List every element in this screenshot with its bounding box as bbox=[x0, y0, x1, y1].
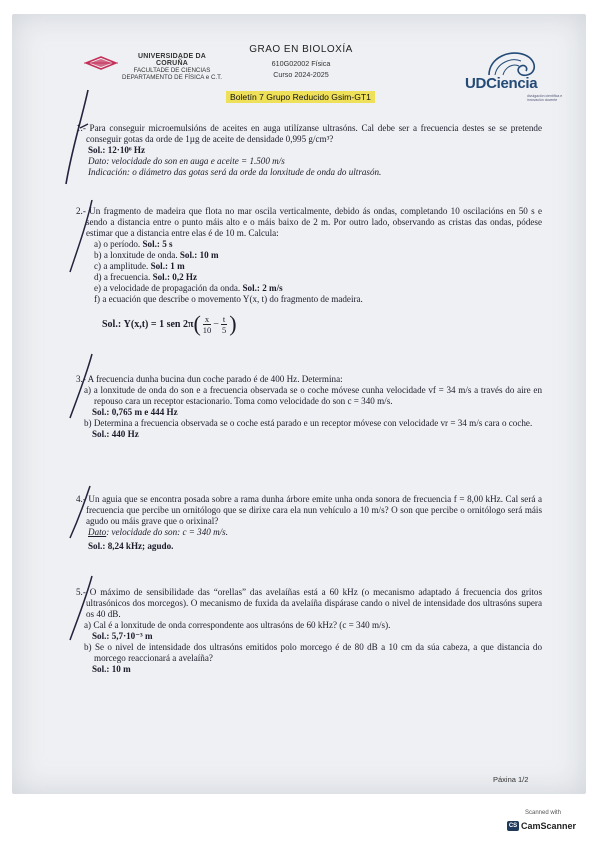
university-name: UNIVERSIDADE DA CORUÑA bbox=[138, 53, 206, 67]
question-2-item-text: a) o período. bbox=[94, 239, 141, 249]
question-2-item-text: d) a frecuencia. bbox=[94, 272, 151, 282]
question-5-part-b-solution: Sol.: 10 m bbox=[92, 664, 131, 674]
question-4-data-label: Dato bbox=[88, 527, 107, 537]
formula-sol-label: Sol.: bbox=[102, 318, 122, 330]
formula-frac1-den: 10 bbox=[202, 324, 212, 335]
faculty-name: FACULTADE DE CIENCIAS bbox=[133, 67, 211, 74]
question-2-item-solution: Sol.: 2 m/s bbox=[242, 283, 283, 293]
camscanner-brand: CamScanner bbox=[521, 821, 577, 831]
question-4-solution: Sol.: 8,24 kHz; agudo. bbox=[88, 541, 174, 551]
question-5 bbox=[74, 587, 542, 675]
question-2 bbox=[74, 206, 542, 335]
question-2-text: 2.- Un fragmento de madeira que flota no mar oscila verticalmente, debido ás ondas, completando 10 oscilacións en 50 s e sendo a distancia entre o punto máis alto e o máis baixo de 2 m. Por outro lado, observando as cristas das ondas, pódese estimar que a distancia entre elas é de 10 m. Calcula: bbox=[76, 206, 542, 238]
question-2-item-text: c) a amplitude. bbox=[94, 261, 149, 271]
question-2-item bbox=[74, 250, 542, 261]
question-3-part-a-solution: Sol.: 0,765 m e 444 Hz bbox=[92, 407, 178, 417]
nautilus-icon bbox=[481, 47, 541, 77]
question-3-part-a: a) a lonxitude de onda do son e a frecuencia observada se o coche móvese cunha velocidade vf = 34 m/s a través do aire en repouso cara un receptor estacionario. Toma como velocidade do son c = 340 m/s. bbox=[84, 385, 542, 406]
question-4-text: 4.- Un aguia que se encontra posada sobre a rama dunha árbore emite unha onda sonora de frecuencia f = 8,00 kHz. Cal será a frecuencia que percibe un ornitólogo que se dirixe cara ela nun vehículo a 10 m/s? O son que percibe o ornitólogo será máis agudo ou máis grave que o orixinal? bbox=[76, 494, 542, 526]
question-2-item-solution: Sol.: 0,2 Hz bbox=[152, 272, 198, 282]
university-emblem-icon bbox=[84, 55, 118, 71]
formula-frac2-num: t bbox=[222, 313, 226, 324]
question-4-data bbox=[74, 527, 542, 538]
formula-close-paren: ) bbox=[229, 311, 237, 336]
formula-fraction-t bbox=[221, 314, 227, 335]
degree-title: GRAO EN BIOLOXÍA bbox=[249, 44, 353, 55]
scanned-with-label: Scanned with bbox=[525, 810, 562, 816]
formula-frac2-den: 5 bbox=[221, 324, 227, 335]
handwritten-checkmark-1 bbox=[60, 88, 100, 188]
bulletin-title: Boletín 7 Grupo Reducido Gsim-GT1 bbox=[226, 91, 375, 103]
question-2-item-solution: Sol.: 10 m bbox=[179, 250, 219, 260]
formula-fraction-x bbox=[203, 314, 212, 335]
page-number: Páxina 1/2 bbox=[493, 775, 529, 784]
question-2-item-text: f) a ecuación que describe o movemento Y(x, t) do fragmento de madeira. bbox=[94, 294, 363, 304]
handwritten-checkmark-4 bbox=[62, 482, 102, 542]
question-5-text: 5.- O máximo de sensibilidade das “orellas” das avelaíñas está a 60 kHz (o mecanismo adaptado á frecuencia dos gritos ultrasónicos dos morcegos). O mecanismo de fuxida da avelaíña dispárase cando o nivel de intensidade dos ultrasóns supera os 40 dB. bbox=[76, 587, 542, 619]
question-1-data: Dato: velocidade do son en auga e aceite = 1.500 m/s bbox=[88, 156, 285, 166]
udciencia-wordmark: UDCiencia bbox=[465, 75, 538, 92]
document-heading bbox=[226, 44, 376, 79]
question-2-item bbox=[74, 239, 542, 250]
question-2-formula bbox=[74, 313, 542, 335]
formula-minus: − bbox=[213, 318, 219, 330]
question-5-part-b: b) Se o nivel de intensidade dos ultrasóns emitidos polo morcego é de 80 dB a 10 cm da súa cabeza, a que distancia do morcego reaccionará a avelaíña? bbox=[84, 642, 542, 663]
udciencia-logo bbox=[465, 47, 575, 102]
question-1-text: 1.- Para conseguir microemulsións de aceites en auga utilízanse ultrasóns. Cal debe ser a frecuencia destes se se pretende conseguir gotas da orde de 1µg de aceite de densidade 0,995 g/cm³? bbox=[76, 123, 542, 144]
question-4-data-value: : velocidade do son: c = 340 m/s. bbox=[106, 527, 228, 537]
question-2-item-text: e) a velocidade de propagación da onda. bbox=[94, 283, 241, 293]
formula-frac1-num: x bbox=[203, 314, 212, 325]
question-5-part-a-solution: Sol.: 5,7·10⁻³ m bbox=[92, 631, 153, 641]
question-5-part-a: a) Cal é a lonxitude de onda correspondente aos ultrasóns de 60 kHz? (c = 340 m/s). bbox=[84, 620, 391, 630]
question-2-item bbox=[74, 294, 542, 305]
question-2-item bbox=[74, 272, 542, 283]
question-3 bbox=[74, 374, 542, 440]
university-logo bbox=[84, 53, 229, 83]
camscanner-watermark bbox=[503, 810, 589, 840]
question-2-item-solution: Sol.: 1 m bbox=[150, 261, 185, 271]
question-2-items bbox=[74, 239, 542, 305]
question-1-solution: Sol.: 12·10⁶ Hz bbox=[88, 145, 146, 155]
question-1 bbox=[74, 123, 542, 178]
question-2-item-text: b) a lonxitude de onda. bbox=[94, 250, 178, 260]
question-2-item bbox=[74, 283, 542, 294]
handwritten-checkmark-2 bbox=[62, 196, 102, 276]
course-year: Curso 2024-2025 bbox=[273, 70, 329, 79]
handwritten-checkmark-3 bbox=[62, 352, 102, 422]
question-3-part-b: b) Determina a frecuencia observada se o coche está parado e un receptor móvese con velocidade vr = 34 m/s cara o coche. bbox=[84, 418, 533, 428]
question-1-hint: Indicación: o diámetro das gotas será da orde da lonxitude de onda do ultrasón. bbox=[88, 167, 382, 177]
formula-lhs: Y(x,t) = 1 sen 2π bbox=[123, 318, 194, 330]
question-4 bbox=[74, 494, 542, 552]
question-3-text: 3.- A frecuencia dunha bucina dun coche parado é de 400 Hz. Determina: bbox=[76, 374, 343, 384]
udciencia-tagline: divulgación científica e innovación docente bbox=[527, 94, 563, 102]
question-2-item bbox=[74, 261, 542, 272]
department-name: DEPARTAMENTO DE FÍSICA e C.T. bbox=[122, 74, 222, 81]
question-3-part-b-solution: Sol.: 440 Hz bbox=[92, 429, 139, 439]
formula-open-paren: ( bbox=[193, 311, 201, 336]
subject-code: 610G02002 Física bbox=[271, 59, 331, 68]
camscanner-logo-icon: CS bbox=[508, 823, 518, 829]
handwritten-checkmark-5 bbox=[62, 574, 102, 644]
question-2-item-solution: Sol.: 5 s bbox=[142, 239, 173, 249]
